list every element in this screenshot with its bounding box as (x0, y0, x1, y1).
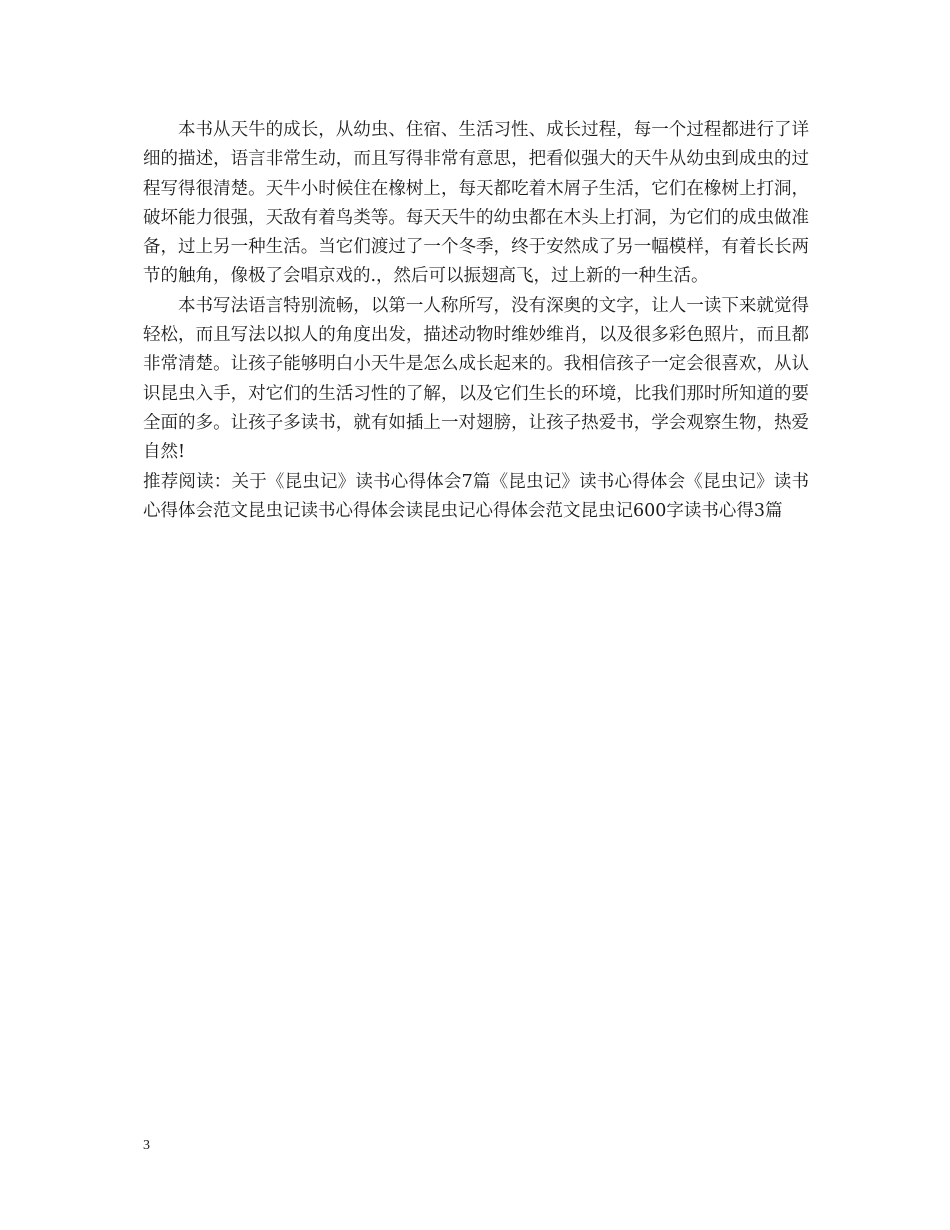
document-body (143, 116, 809, 526)
paragraph-1: 本书从天牛的成长，从幼虫、住宿、生活习性、成长过程，每一个过程都进行了详细的描述，语言非常生动，而且写得非常有意思，把看似强大的天牛从幼虫到成虫的过程写得很清楚。天牛小时候住在橡树上，每天都吃着木屑子生活，它们在橡树上打洞，破坏能力很强，天敌有着鸟类等。每天天牛的幼虫都在木头上打洞，为它们的成虫做准备，过上另一种生活。当它们渡过了一个冬季，终于安然成了另一幅模样，有着长长两节的触角，像极了会唱京戏的.，然后可以振翅高飞，过上新的一种生活。 (143, 120, 809, 287)
paragraph-2: 本书写法语言特别流畅，以第一人称所写，没有深奥的文字，让人一读下来就觉得轻松，而且写法以拟人的角度出发，描述动物时维妙维肖，以及很多彩色照片，而且都非常清楚。让孩子能够明白小天牛是怎么成长起来的。我相信孩子一定会很喜欢，从认识昆虫入手，对它们的生活习性的了解，以及它们生长的环境，比我们那时所知道的要全面的多。让孩子多读书，就有如插上一对翅膀，让孩子热爱书，学会观察生物，热爱自然! (143, 295, 809, 463)
page-number: 3 (143, 1138, 150, 1153)
recommended-reading: 推荐阅读：关于《昆虫记》读书心得体会7篇《昆虫记》读书心得体会《昆虫记》读书心得体会范文昆虫记读书心得体会读昆虫记心得体会范文昆虫记600字读书心得3篇 (143, 471, 809, 521)
